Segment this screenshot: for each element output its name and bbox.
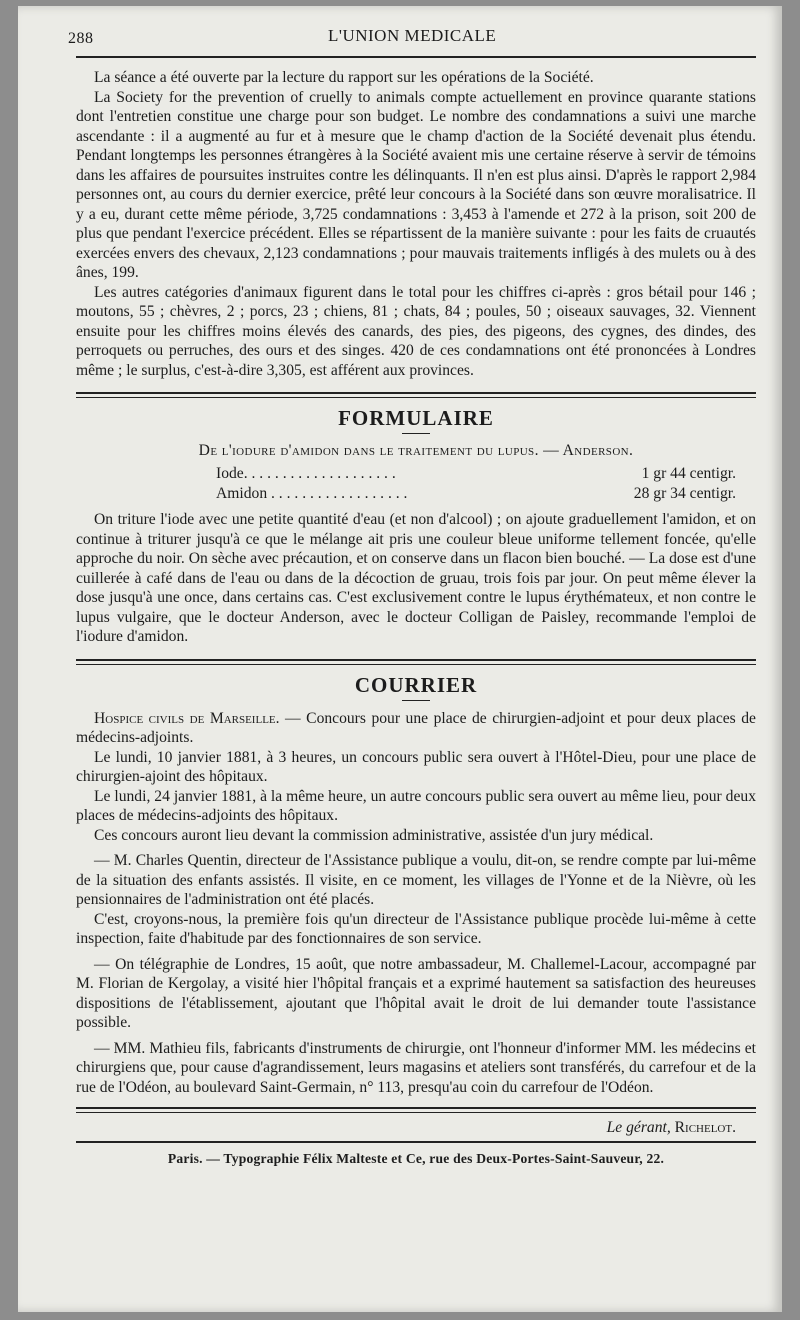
ingredient-name: Iode. . . . . . . . . . . . . . . . . . . . [216, 465, 396, 482]
section-divider [76, 392, 756, 398]
formulaire-heading: FORMULAIRE [338, 406, 494, 430]
courrier-paragraph: — M. Charles Quentin, directeur de l'Assistance publique a voulu, dit-on, se rendre compte par lui-même de la situation des enfants assistés. Il visite, en ce moment, les villages de l'Yonne et de la Nièvre, où les pensionnaires de l'administration ont été placés. [76, 852, 756, 908]
courrier-lead-text: — Concours pour une place de chirurgien-adjoint et pour deux places de médecins-adjoints. [76, 709, 756, 746]
signature-label: Le gérant, [606, 1119, 671, 1136]
courrier-lead [76, 709, 756, 748]
imprint-rule [76, 1141, 756, 1143]
ingredient-quantity: 28 gr 34 centigr. [633, 485, 736, 502]
journal-page [18, 6, 782, 1312]
courrier-lead-label: Hospice civils de Marseille. [94, 709, 280, 727]
courrier-paragraph: Le lundi, 24 janvier 1881, à la même heure, un autre concours public sera ouvert au même lieu, pour deux places de médecins-adjoints des hôpitaux. [76, 787, 756, 824]
page-header [68, 26, 756, 50]
printer-imprint: Paris. — Typographie Félix Malteste et Ce, rue des Deux-Portes-Saint-Sauveur, 22. [167, 1151, 665, 1166]
signature [76, 1119, 756, 1137]
courrier-heading: COURRIER [354, 672, 478, 697]
intro-paragraph-1: La séance a été ouverte par la lecture du rapport sur les opérations de la Société. [94, 69, 594, 86]
intro-paragraph-2: La Society for the prevention of cruelly to animals compte actuellement en province quarante stations dont l'entretien constitue une charge pour son budget. Le nombre des condamnations a suivi une marche ascendante : il a augmenté au fur et à mesure que le champ d'action de la Société devenait plus étendu. Pendant longtemps les personnes étrangères à la Société avaient mis une certaine réserve à servir de témoins dans les affaires de poursuites instruites contre les délinquants. Il n'en est plus ainsi. D'après le rapport 2,984 personnes ont, au cours du dernier exercice, prêté leur concours à la Société dans son œuvre moralisatrice. Il y a eu, durant cette même période, 3,725 condamnations : 3,453 à l'amende et 272 à la prison, soit 200 de plus que pendant l'exercice précédent. Elles se répartissent de la manière suivante : pour les faits de cruautés exercées envers des chevaux, 2,123 condamnations ; pour mauvais traitements infligés à des mulets ou à des ânes, 199. [76, 88, 756, 281]
recipe-title: De l'iodure d'amidon dans le traitement du lupus. — Anderson. [198, 442, 634, 459]
courrier-paragraph: Le lundi, 10 janvier 1881, à 3 heures, un concours public sera ouvert à l'Hôtel-Dieu, pour une place de chirurgien-ajoint des hôpitaux. [76, 748, 756, 785]
ingredient-name: Amidon . . . . . . . . . . . . . . . . . . [216, 485, 408, 502]
journal-title: L'UNION MEDICALE [328, 26, 497, 45]
courrier-paragraph: Ces concours auront lieu devant la commission administrative, assistée d'un jury médical. [94, 826, 654, 844]
footer-divider [76, 1107, 756, 1113]
courrier-paragraph: — On télégraphie de Londres, 15 août, que notre ambassadeur, M. Challemel-Lacour, accompagné par M. Florian de Kergolay, a visité hier l'hôpital français et a exprimé hautement sa satisfaction des heureuses dispositions de l'établissement, ajoutant que l'hôpital avait le droit de lui demander toute l'assistance possible. [76, 955, 756, 1031]
recipe-table [76, 464, 756, 504]
page-content [68, 26, 756, 1167]
ingredient-quantity: 1 gr 44 centigr. [641, 465, 736, 482]
recipe-row [76, 464, 756, 484]
intro-paragraph-3: Les autres catégories d'animaux figurent dans le total pour les chiffres ci-après : gros bétail pour 146 ; moutons, 55 ; chèvres, 2 ; porcs, 23 ; chiens, 81 ; chats, 84 ; poules, 50 ; oiseaux sauvages, 32. Viennent ensuite pour les chiffres moins élevés des canards, des pies, des pigeons, des cygnes, des dindes, des perroquets ou perruches, des ours et des singes. 420 de ces condamnations ont été prononcées à Londres même ; le surplus, c'est-à-dire 3,305, est afférent aux provinces. [76, 283, 756, 379]
recipe-text: On triture l'iode avec une petite quantité d'eau (et non d'alcool) ; on ajoute graduellement l'amidon, et on continue à triturer jusqu'à ce que le mélange ait pris une couleur bleue uniforme tellement foncée, qu'elle approche du noir. On sèche avec précaution, et on conserve dans un flacon bien bouché. — La dose est d'une cuillerée à café dans de l'eau ou dans de la décoction de gruau, trois fois par jour. On peut même élever la dose jusqu'à une once, dans certains cas. C'est exclusivement contre le lupus érythémateux, et non contre le lupus vulgaire, que le docteur Anderson, avec le docteur Colligan de Paisley, recommande l'emploi de l'iodure d'amidon. [76, 511, 756, 645]
page-number: 288 [68, 30, 94, 47]
courrier-paragraph: — MM. Mathieu fils, fabricants d'instruments de chirurgie, ont l'honneur d'informer MM. les médecins et chirurgiens que, pour cause d'agrandissement, leurs magasins et ateliers sont transférés, du carrefour et de la rue de l'Odéon, au boulevard Saint-Germain, n° 113, presqu'au coin du carrefour de l'Odéon. [76, 1039, 756, 1096]
recipe-row [76, 484, 756, 504]
heading-rule [402, 700, 430, 701]
section-divider [76, 659, 756, 665]
signature-name: Richelot. [674, 1119, 736, 1136]
courrier-paragraph: C'est, croyons-nous, la première fois qu'un directeur de l'Assistance publique procède lui-même à cette inspection, faite d'habitude par des fonctionnaires de son service. [76, 910, 756, 947]
heading-rule [402, 433, 430, 434]
